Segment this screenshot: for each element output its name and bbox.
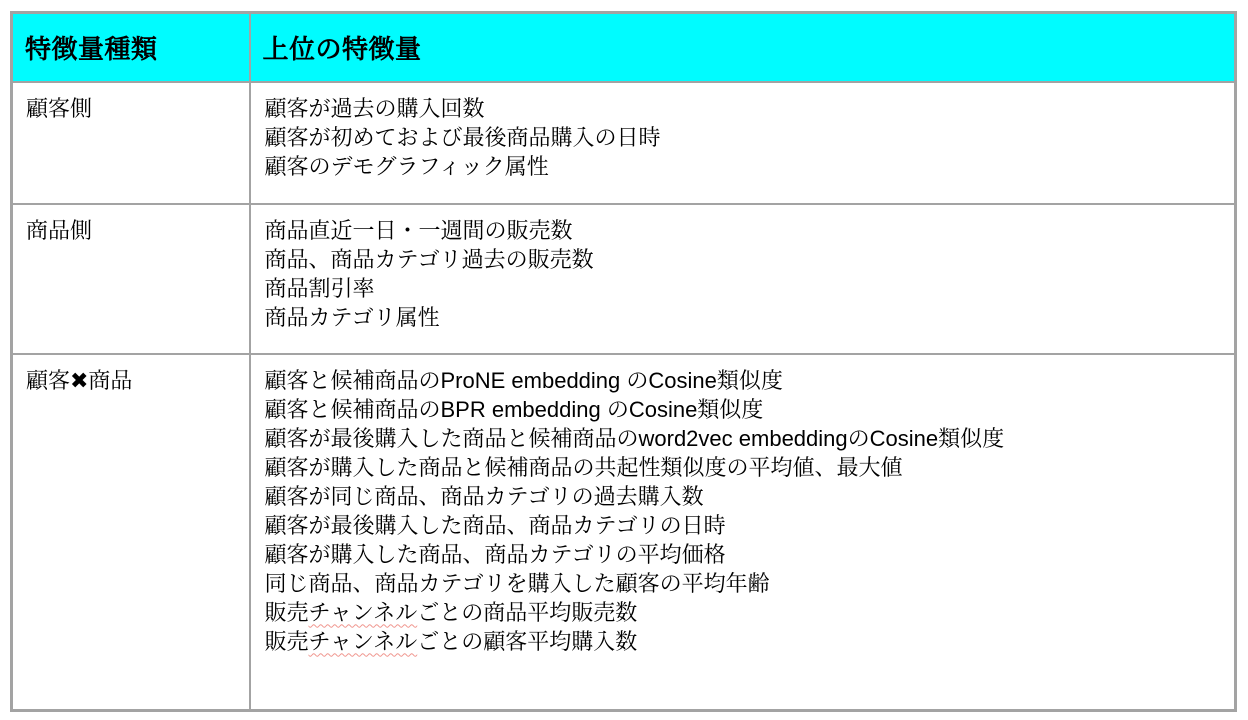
feature-line: 顧客が初めておよび最後商品購入の日時 [264,124,661,150]
spellcheck-underline: チャンネル [308,599,418,625]
feature-line: 顧客と候補商品のBPR embedding のCosine類似度 [264,396,764,422]
feature-category-cell: 顧客側 [12,82,250,204]
feature-line: 商品割引率 [264,275,375,301]
feature-line: 顧客が過去の購入回数 [264,95,485,121]
feature-table-header [12,13,1236,82]
feature-line: 顧客が同じ商品、商品カテゴリの過去購入数 [264,483,704,509]
feature-category-cell: 商品側 [12,204,250,354]
table-row [12,204,1236,354]
feature-line: 顧客と候補商品のProNE embedding のCosine類似度 [264,367,783,393]
column-header-feature-type: 特徴量種類 [12,13,250,82]
feature-table [10,11,1237,712]
feature-line: 顧客が購入した商品と候補商品の共起性類似度の平均値、最大値 [264,454,903,480]
table-row [12,82,1236,204]
feature-line: 顧客が最後購入した商品、商品カテゴリの日時 [264,512,726,538]
feature-line: 顧客のデモグラフィック属性 [264,153,549,179]
feature-table-body [12,82,1236,711]
feature-line: 商品、商品カテゴリ過去の販売数 [264,246,594,272]
feature-line: 商品カテゴリ属性 [264,304,440,330]
feature-list-cell [250,354,1236,711]
feature-category-cell: 顧客✖商品 [12,354,250,711]
table-row [12,354,1236,711]
feature-list-cell [250,204,1236,354]
feature-line: 顧客が最後購入した商品と候補商品のword2vec embeddingのCosine類似度 [264,425,1005,451]
header-row [12,13,1236,82]
feature-line: 同じ商品、商品カテゴリを購入した顧客の平均年齢 [264,570,770,596]
spellcheck-underline: チャンネル [308,628,418,654]
feature-line: 商品直近一日・一週間の販売数 [264,217,573,243]
feature-line: 販売チャンネルごとの商品平均販売数 [264,599,638,625]
feature-list-cell [250,82,1236,204]
feature-line: 販売チャンネルごとの顧客平均購入数 [264,628,638,654]
feature-line: 顧客が購入した商品、商品カテゴリの平均価格 [264,541,726,567]
column-header-top-features: 上位の特徴量 [250,13,1236,82]
